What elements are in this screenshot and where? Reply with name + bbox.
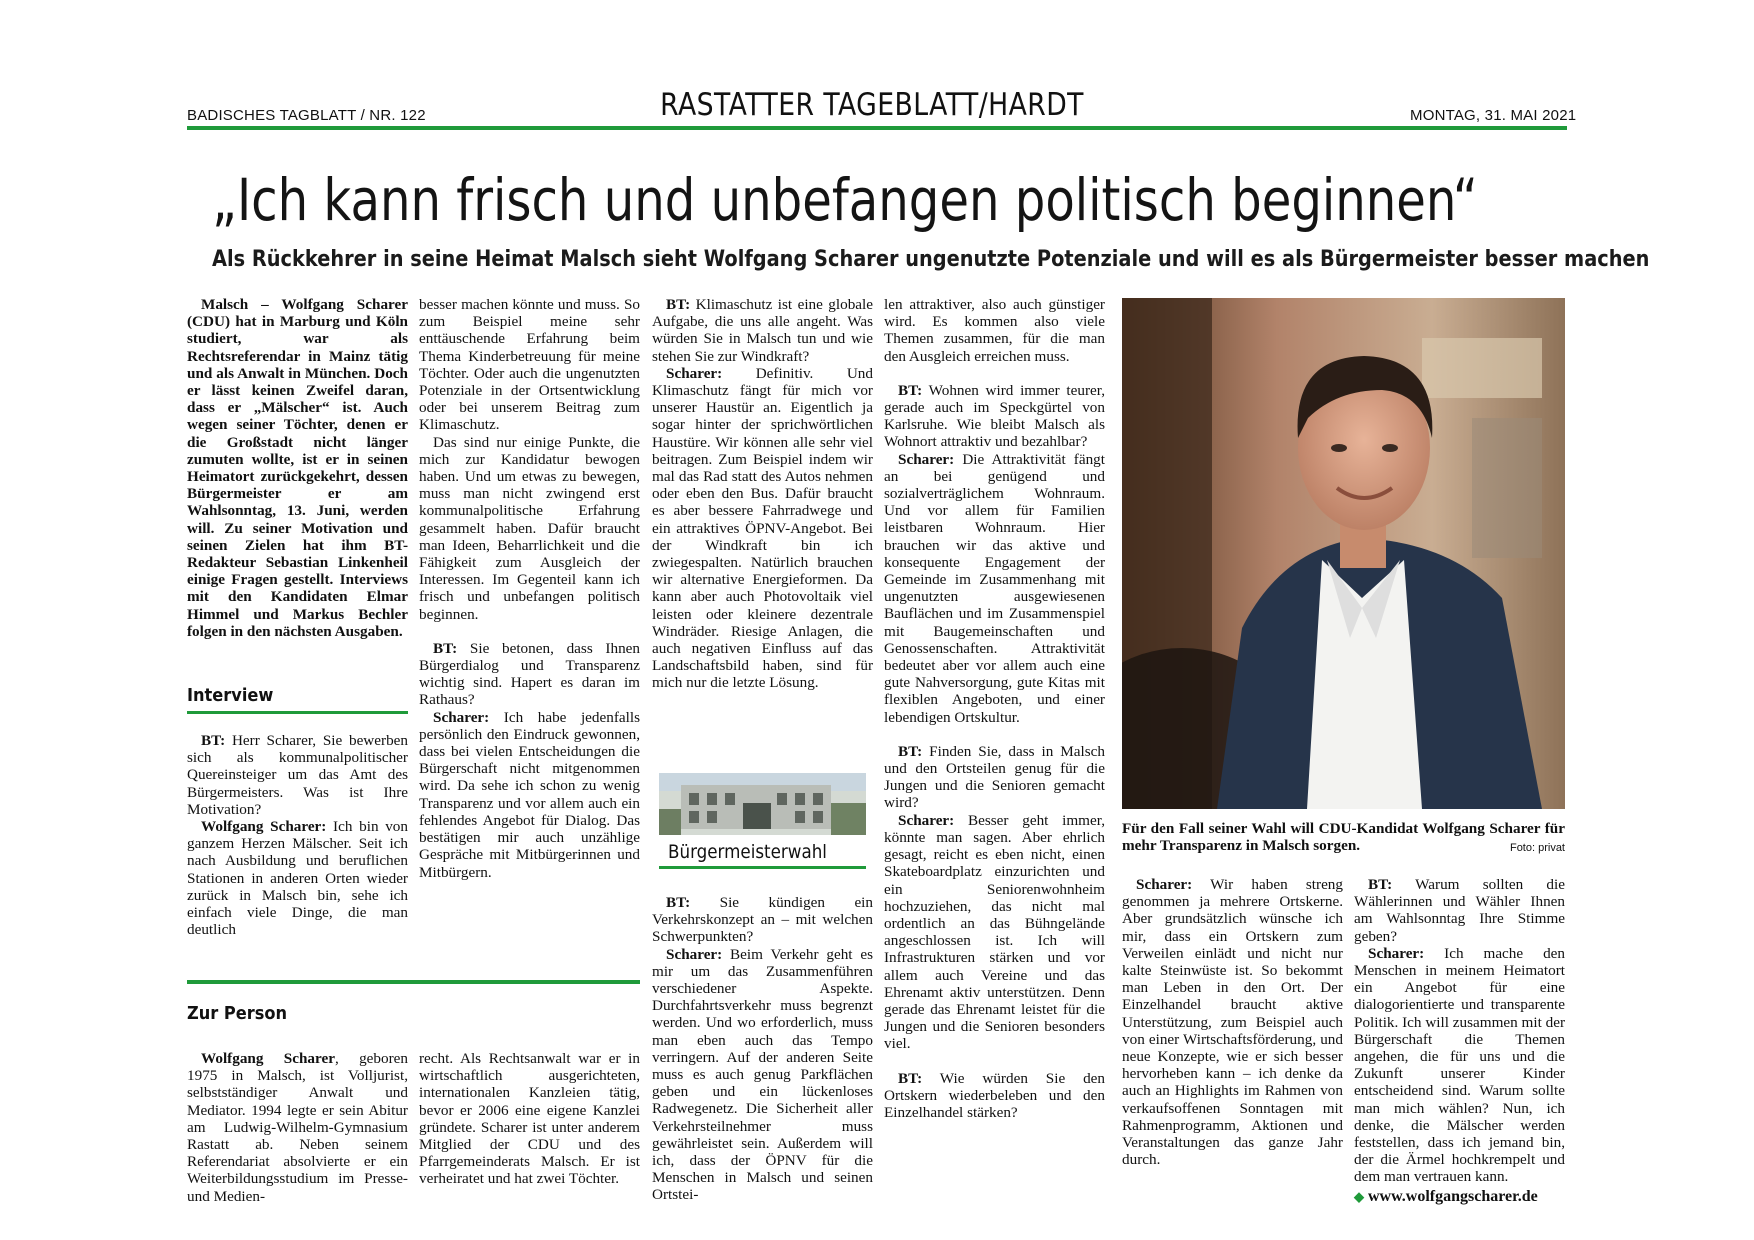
interview-heading: Interview: [187, 685, 274, 706]
answer-text: Die Attraktivität fängt an bei genügend und sozialverträglichem Wohnraum. Und vor allem für Familien leistbaren Wohnraum. Hier brauchen wir das aktive und konsequente Engagement der Gemeinde im Zusammenhang mit ungenutzten ausgewiesenen Bauflächen und im Zusammenspiel mit Baugemeinschaften und Genossenschaften. Attraktivität bedeutet aber vor allem auch eine gute Nahversorgung, gute Kitas mit flexiblen Angeboten, und einer lebendigen Ortskultur.: [884, 450, 1105, 726]
person-name: Wolfgang Scharer: [201, 1050, 335, 1067]
election-badge-label: Bürgermeisterwahl: [668, 841, 827, 863]
photo-credit: Foto: privat: [1509, 842, 1565, 855]
column-3: [652, 296, 873, 692]
website-url[interactable]: www.wolfgangscharer.de: [1368, 1188, 1538, 1205]
column-3-lower: [652, 894, 873, 1204]
question-text: Wie würden Sie den Ortskern wiederbeleben und den Einzelhandel stärken?: [884, 1069, 1105, 1121]
interview-rule: [187, 711, 408, 714]
answer-label: Scharer:: [666, 364, 723, 382]
person-text: recht. Als Rechtsanwalt war er in wirtschaftlich ausgerichteten, internationalen Kanzleien tätig, bevor er 2006 eine eigene Kanzlei gründete. Scharer ist unter anderem Mitglied der CDU und des Pfarrgemeinderats Malsch. Er ist verheiratet und hat zwei Töchter.: [419, 1050, 640, 1188]
question-text: Sie kündigen ein Verkehrskonzept an – mit welchen Schwerpunkten?: [652, 894, 873, 946]
answer-text: Das sind nur einige Punkte, die mich zur Kandidatur bewogen haben. Und um etwas zu bewegen, muss man nicht zwingend erst kommunalpolitische Erfahrung gesammelt haben. Dafür braucht man Ideen, Beharrlichkeit und die Fähigkeit zum Ausgleich der Interessen. Im Gegenteil kann ich frisch und unbefangen politisch beginnen.: [419, 433, 640, 623]
question-text: Klimaschutz ist eine globale Aufgabe, die uns alle angeht. Was würden Sie in Malsch tun und wie stehen Sie zur Windkraft?: [652, 296, 873, 365]
subheadline: Als Rückkehrer in seine Heimat Malsch sieht Wolfgang Scharer ungenutzte Potenziale und will es als Bürgermeister besser machen: [212, 246, 1650, 272]
diamond-icon: ◆: [1354, 1189, 1364, 1204]
caption-text: Für den Fall seiner Wahl will CDU-Kandidat Wolfgang Scharer für mehr Transparenz in Malsch sorgen.: [1122, 820, 1565, 855]
answer-label: Scharer:: [433, 708, 490, 726]
answer-text: Beim Verkehr geht es mir um das Zusammenführen verschiedener Aspekte. Durchfahrtsverkehr muss begrenzt werden. Und wo erforderlich, muss man eben auch das Tempo verringern. Auf der anderen Seite muss es auch genug Parkflächen geben und ein lückenloses Radwegenetz. Die Sicherheit aller Verkehrsteilnehmer muss gewährleistet sein. Außerdem will ich, dass der ÖPNV für die Menschen in Malsch und seinen Ortstei-: [652, 945, 873, 1204]
question-label: BT:: [1368, 876, 1393, 893]
website-link[interactable]: [1354, 1188, 1538, 1206]
election-badge-rule: [659, 866, 866, 869]
answer-text: Besser geht immer, könnte man sagen. Aber ehrlich gesagt, reicht es eben nicht, einen Skateboardplatz einzurichten und ein Seniorenwohnheim hochzuziehen, das nicht mal ordentlich an das Bühngelände angeschlossen ist. Ich will Infrastrukturen stärken und vor allem auch Vereine und das Ehrenamt aktiv unterstützen. Denn gerade das Ehrenamt leistet für die Jungen und die Senioren besonders viel.: [884, 811, 1105, 1053]
person-rule: [187, 980, 640, 984]
answer-text: Definitiv. Und Klimaschutz fängt für mich vor unserer Haustür an. Eigentlich ja sogar hinter der sprichwörtlichen Haustüre. Wir können alle sehr viel beitragen. Zum Beispiel indem wir mal das Rad statt des Autos nehmen oder eben den Bus. Dafür braucht es aber bessere Fahrradwege und ein attraktives ÖPNV-Angebot. Bei der Windkraft bin ich zwiegespalten. Natürlich brauchen wir alternative Energieformen. Da kann aber auch Photovoltaik viel leisten oder kleinere dezentrale Windräder. Riesige Anlagen, die auch negativen Einfluss auf das Landschaftsbild haben, sind für mich nur die letzte Lösung.: [652, 364, 873, 692]
section-title: RASTATTER TAGEBLATT/HARDT: [660, 87, 1084, 123]
question-label: BT:: [433, 639, 458, 657]
column-1-interview: [187, 732, 408, 938]
headline: „Ich kann frisch und unbefangen politisch beginnen“: [212, 166, 1478, 234]
answer-label: Scharer:: [898, 811, 955, 829]
town-hall-icon: [659, 773, 866, 835]
portrait-photo-icon: [1122, 298, 1565, 809]
date-label: MONTAG, 31. MAI 2021: [1410, 107, 1577, 124]
question-label: BT:: [666, 894, 691, 911]
answer-label: Wolfgang Scharer:: [201, 818, 327, 836]
answer-label: Scharer:: [666, 945, 723, 963]
question-label: BT:: [201, 732, 226, 749]
election-badge-image: [659, 773, 866, 835]
column-5: [1122, 876, 1343, 1168]
column-1: [187, 296, 408, 640]
column-4: [884, 296, 1105, 1121]
question-text: Warum sollten die Wählerinnen und Wähler Ihnen am Wahlsonntag Ihre Stimme geben?: [1354, 876, 1565, 945]
answer-label: Scharer:: [1136, 876, 1193, 893]
lead-paragraph: Malsch – Wolfgang Scharer (CDU) hat in Marburg und Köln studiert, war als Rechtsreferendar in Mainz tätig und als Anwalt in München. Doch er lässt keinen Zweifel daran, dass er „Mälscher“ ist. Auch wegen seiner Töchter, denen er die Großstadt nicht länger zumuten wollte, ist er in seinen Heimatort zurückgekehrt, dessen Bürgermeister er am Wahlsonntag, 13. Juni, werden will. Zu seiner Motivation und seinen Zielen hat ihm BT-Redakteur Sebastian Linkenheil einige Fragen gestellt. Interviews mit den Kandidaten Elmar Himmel und Markus Bechler folgen in den nächsten Ausgaben.: [187, 296, 408, 640]
person-text: , geboren 1975 in Malsch, ist Volljurist, selbstständiger Anwalt und Mediator. 1994 legte er sein Abitur am Ludwig-Wilhelm-Gymnasium Rastatt ab. Neben seinem Referendariat absolvierte er ein Weiterbildungsstudium im Presse- und Medien-: [187, 1050, 408, 1205]
candidate-photo: [1122, 298, 1565, 809]
answer-text: Ich bin von ganzem Herzen Mälscher. Seit ich nach Ausbildung und beruflichen Stationen in anderen Orten wieder zurück in Malsch bin, sehe ich einfach viele Dinge, die man deutlich: [187, 818, 408, 939]
question-label: BT:: [898, 742, 923, 760]
answer-text: Wir haben streng genommen ja mehrere Ortskerne. Aber grundsätzlich wünsche ich mir, dass ein Ortskern zum Verweilen einlädt und nicht nur kalte Steinwüste ist. So bekommt man Leben in den Ort. Der Einzelhandel braucht aktive Unterstützung, zum Beispiel auch von einer Wirtschaftsförderung, und neue Konzepte, wie er sich besser hervorheben kann – ich denke da auch an Highlights im Rahmen von verkaufsoffenen Sonntagen mit Rahmenprogramm, Aktionen und Veranstaltungen das ganze Jahr durch.: [1122, 876, 1343, 1169]
answer-text: len attraktiver, also auch günstiger wird. Es kommen also viele Themen zusammen, für die man den Ausgleich erreichen muss.: [884, 296, 1105, 365]
answer-text: Ich mache den Menschen in meinem Heimatort ein Angebot für eine dialogorientierte und transparente Politik. Ich will zusammen mit der Bürgerschaft die Themen angehen, die für uns und die Zukunft unserer Kinder entscheidend sind. Warum sollte man mich wählen? Nun, ich denke, die Mälscher werden feststellen, dass ich jemand bin, der die Ärmel hochkrempelt und dem man vertrauen kann.: [1354, 944, 1565, 1186]
question-text: Sie betonen, dass Ihnen Bürgerdialog und Transparenz wichtig sind. Hapert es daran im Rathaus?: [419, 639, 640, 709]
issue-label: BADISCHES TAGBLATT / NR. 122: [187, 107, 426, 124]
question-label: BT:: [898, 1069, 923, 1087]
photo-caption: [1122, 820, 1565, 857]
question-label: BT:: [898, 381, 923, 399]
masthead-rule: [187, 126, 1567, 130]
answer-label: Scharer:: [898, 450, 955, 468]
column-6: [1354, 876, 1565, 1186]
question-text: Herr Scharer, Sie bewerben sich als kommunalpolitischer Quereinsteiger um das Amt des Bürgermeisters. Was ist Ihre Motivation?: [187, 732, 408, 818]
column-2: [419, 296, 640, 881]
answer-label: Scharer:: [1368, 944, 1425, 962]
person-column-2: [419, 1050, 640, 1188]
question-text: Finden Sie, dass in Malsch und den Ortsteilen genug für die Jungen und die Senioren gemacht wird?: [884, 742, 1105, 812]
question-label: BT:: [666, 296, 691, 313]
person-column-1: [187, 1050, 408, 1205]
question-text: Wohnen wird immer teurer, gerade auch im Speckgürtel von Karlsruhe. Wie bleibt Malsch als Wohnort attraktiv und bezahlbar?: [884, 381, 1105, 451]
person-heading: Zur Person: [187, 1003, 288, 1024]
answer-text: Ich habe jedenfalls persönlich den Eindruck gewonnen, dass bei vielen Entscheidungen die Bürgerschaft nicht mitgenommen wird. Da sehe ich schon zu wenig Transparenz und vor allem auch ein fehlendes Angebot für Dialog. Das bestätigen mir auch unzählige Gespräche mit Mitbürgerinnen und Mitbürgern.: [419, 708, 640, 881]
answer-text: besser machen könnte und muss. So zum Beispiel meine sehr enttäuschende Erfahrung beim Thema Kinderbetreuung für meine Töchter. Oder auch die ungenutzten Potenziale in der Ortsentwicklung oder bei unserem Beitrag zum Klimaschutz.: [419, 296, 640, 434]
